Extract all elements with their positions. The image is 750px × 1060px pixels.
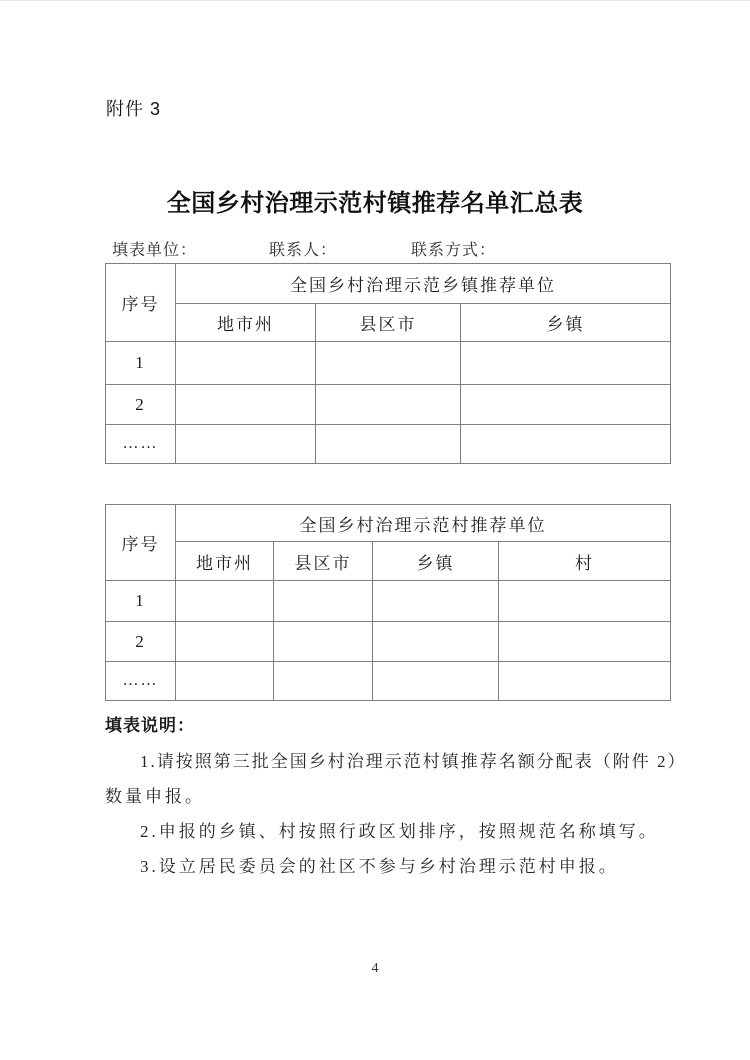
blank-cell xyxy=(461,342,671,385)
blank-cell xyxy=(499,622,671,662)
page-number: 4 xyxy=(371,961,379,976)
blank-cell xyxy=(373,662,499,701)
blank-cell xyxy=(274,662,373,701)
row-seq: 2 xyxy=(106,622,176,662)
blank-cell xyxy=(499,581,671,622)
table-row xyxy=(106,662,671,701)
note-3: 3.设立居民委员会的社区不参与乡村治理示范村申报。 xyxy=(140,857,619,876)
blank-cell xyxy=(316,385,461,425)
blank-cell xyxy=(316,425,461,464)
township-col-township: 乡镇 xyxy=(461,304,671,342)
page-title: 全国乡村治理示范村镇推荐名单汇总表 xyxy=(166,191,584,217)
table-row xyxy=(106,425,671,464)
township-col-prefecture: 地市州 xyxy=(176,304,316,342)
blank-cell xyxy=(461,425,671,464)
blank-cell xyxy=(176,385,316,425)
table-row xyxy=(106,622,671,662)
township-group-header: 全国乡村治理示范乡镇推荐单位 xyxy=(176,264,671,304)
township-table xyxy=(105,263,671,464)
table-row xyxy=(106,385,671,425)
village-group-header: 全国乡村治理示范村推荐单位 xyxy=(176,505,671,542)
note-1-line-2: 数量申报。 xyxy=(105,787,205,806)
blank-cell xyxy=(461,385,671,425)
blank-cell xyxy=(373,581,499,622)
village-seq-header: 序号 xyxy=(106,505,176,581)
row-seq: 1 xyxy=(106,342,176,385)
note-1-line-1: 1.请按照第三批全国乡村治理示范村镇推荐名额分配表（附件 2） xyxy=(140,752,687,771)
table-row xyxy=(106,581,671,622)
row-seq: 1 xyxy=(106,581,176,622)
blank-cell xyxy=(499,662,671,701)
form-unit-label: 填表单位： xyxy=(112,242,198,259)
blank-cell xyxy=(274,622,373,662)
attachment-label: 附件 3 xyxy=(106,99,162,119)
note-2: 2.申报的乡镇、村按照行政区划排序，按照规范名称填写。 xyxy=(140,822,659,841)
table-row xyxy=(106,342,671,385)
row-seq: …… xyxy=(106,425,176,464)
row-seq: 2 xyxy=(106,385,176,425)
contact-person-label: 联系人： xyxy=(269,242,338,259)
blank-cell xyxy=(176,581,274,622)
blank-cell xyxy=(176,662,274,701)
contact-method-label: 联系方式： xyxy=(411,242,497,259)
village-col-township: 乡镇 xyxy=(373,542,499,581)
blank-cell xyxy=(176,425,316,464)
village-col-prefecture: 地市州 xyxy=(176,542,274,581)
township-seq-header: 序号 xyxy=(106,264,176,342)
village-table xyxy=(105,504,671,701)
blank-cell xyxy=(373,622,499,662)
township-col-county: 县区市 xyxy=(316,304,461,342)
notes-heading: 填表说明： xyxy=(105,716,195,735)
row-seq: …… xyxy=(106,662,176,701)
blank-cell xyxy=(176,622,274,662)
form-info-row xyxy=(0,237,750,259)
blank-cell xyxy=(316,342,461,385)
blank-cell xyxy=(274,581,373,622)
village-col-village: 村 xyxy=(499,542,671,581)
village-col-county: 县区市 xyxy=(274,542,373,581)
blank-cell xyxy=(176,342,316,385)
